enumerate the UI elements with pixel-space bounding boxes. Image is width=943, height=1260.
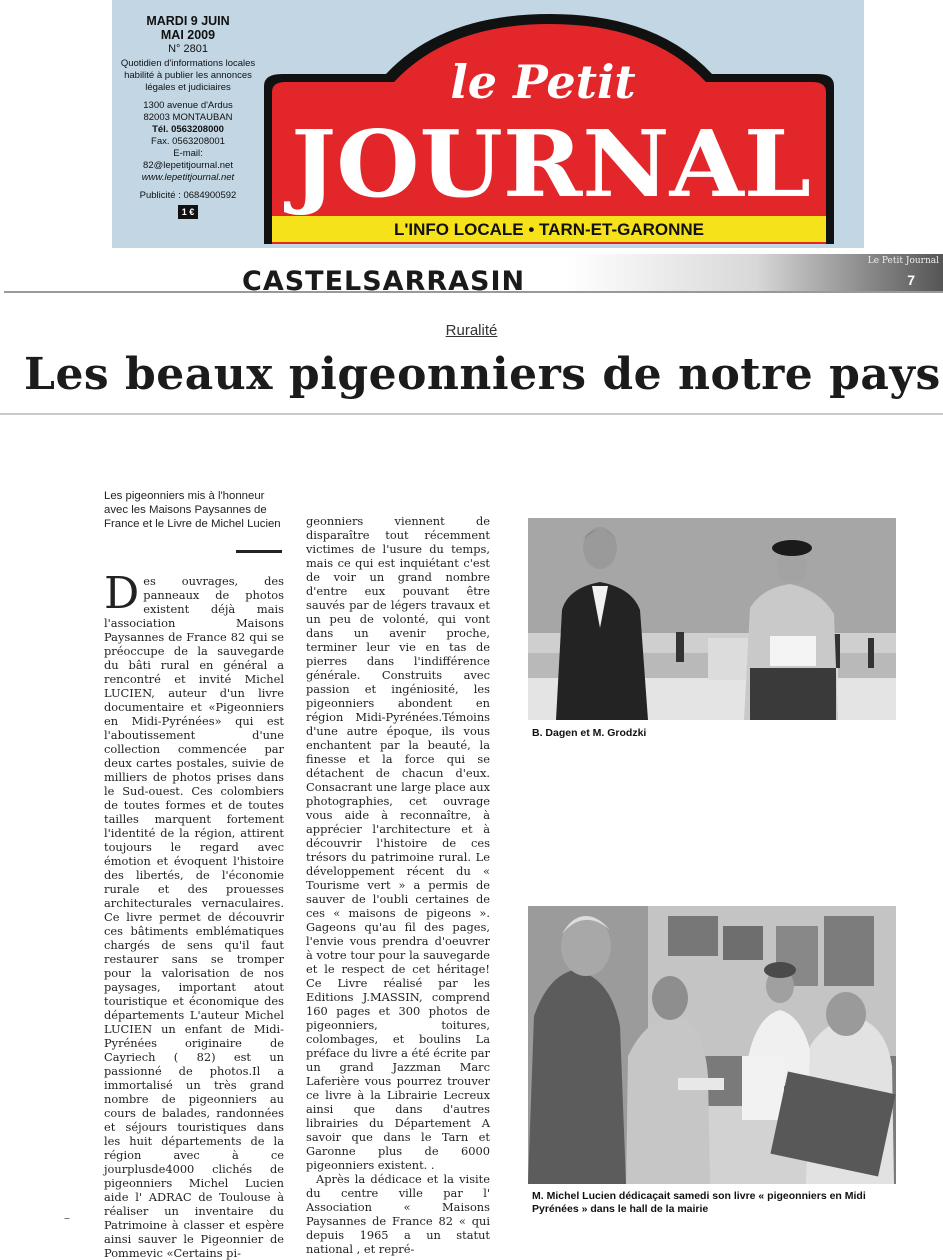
logo-title: JOURNAL [283, 110, 811, 218]
website: www.lepetitjournal.net [141, 172, 235, 183]
headline-divider [0, 413, 943, 415]
article-column-1 [104, 568, 284, 1260]
le-petit-journal-logo [260, 12, 838, 244]
email-label: E-mail: [173, 148, 203, 159]
rubric [0, 322, 943, 339]
photo-caption-2: M. Michel Lucien dédicaçait samedi son livre « pigeonniers en Midi Pyrénées » dans le hall de la mairie [532, 1190, 866, 1215]
address-line-1: 1300 avenue d'Ardus [143, 100, 233, 111]
rubric-label: Ruralité [445, 322, 498, 339]
lede-divider [236, 550, 282, 553]
fax: Fax. 0563208001 [151, 136, 225, 147]
masthead-info [118, 14, 258, 219]
article-lede: Les pigeonniers mis à l'honneur avec les Maisons Paysannes de France et le Livre de Michel Lucien [104, 490, 281, 530]
issue-number: N° 2801 [168, 43, 208, 55]
column-2-paragraph-1: geonniers viennent de disparaître tout récemment victimes de l'usure du temps, mais ce qui est inquiétant c'est de voir un grand nombre d'entre eux pouvant être sauvés par de légers travaux et un peu de volonté, qui vont dans un avenir proche, terminer leur vie en tas de pierres dans l'indifférence générale. Construits avec passion et ingéniosité, les pigeonniers abondent en région Midi-Pyrénées.Témoins d'une autre époque, ils vous enchantent par la beauté, la finesse et la force qui se détachent de chacun d'eux. Consacrant une large place aux photographies, cet ouvrage vous aide à reconnaître, à apprécier l'architecture et à découvrir l'histoire de ces trésors du patrimoine rural. Le développement récent du « Tourisme vert » a permis de sauver de l'oubli certaines de ces « maisons de pigeons ». Gageons qu'au fil des pages, l'envie vous prendra d'oeuvrer à votre tour pour la sauvegarde et le respect de cet héritage! Ce Livre réalisé par les Editions J.MASSIN, comprend 160 pages et 300 photos de pigeonniers, toitures, colombages, et boulins La préface du livre a été écrite par un grand Jazzman Marc Laferière vous pourrez trouver ce livre à la Librairie Lecreux ainsi que dans d'autres librairies du Département A savoir que dans le Tarn et Garonne plus de 6000 pigeonniers existent. . [306, 514, 490, 1172]
email: 82@lepetitjournal.net [143, 160, 233, 171]
page-number: 7 [907, 272, 915, 288]
headline: Les beaux pigeonniers de notre pays [24, 349, 941, 400]
photo-book-signing [528, 906, 896, 1184]
drop-cap: D [104, 568, 140, 619]
paper-name: Le Petit Journal [867, 256, 939, 266]
price-badge: 1 € [178, 205, 199, 219]
date-line-1: MARDI 9 JUIN [146, 14, 230, 28]
masthead [112, 0, 864, 248]
logo-subtitle: le Petit [450, 55, 636, 109]
article-column-2 [306, 514, 490, 1256]
telephone: Tél. 0563208000 [152, 124, 224, 135]
photo-caption-1: B. Dagen et M. Grodzki [532, 727, 647, 739]
publication-description: Quotidien d'informations locales habilité à publier les annonces légales et judiciaires [120, 58, 256, 93]
column-1-text: es ouvrages, des panneaux de photos existent déjà mais l'association Maisons Paysannes de France 82 qui se préoccupe de la sauvegarde du bâti rural en général a rencontré et invité Michel LUCIEN, auteur d'un livre documentaire et «Pigeonniers en Midi-Pyrénées» qui est l'aboutissement d'une collection commencée par deux cartes postales, suivie de milliers de photos prises dans le Sud-ouest. Ces colombiers de toutes formes et de toutes tailles marquent fortement l'identité de la région, attirent toujours le regard avec émotion et évoquent l'histoire des libertés, de l'économie rurale et des prouesses architecturales vernaculaires. Ce livre permet de découvrir ces bâtiments emblématiques chargés de sens qu'il faut restaurer sans se tromper pour la valorisation de nos paysages, important atout touristique et économique des départements L'auteur Michel LUCIEN un enfant de Midi-Pyrénées originaire de Cayriech ( 82) est un passionné de photos.Il a immortalisé un très grand nombre de pigeonniers au cours de balades, randonnées et séjours touristiques dans les huit départements de la région avec à ce jourplusde4000 clichés de pigeonniers Michel Lucien aide l' ADRAC de Toulouse à réaliser un inventaire du Patrimoine à classer et espère ainsi sauver le Pigeonnier de Pommevic «Certains pi- [104, 574, 284, 1260]
logo-tagline: L'INFO LOCALE • TARN-ET-GARONNE [394, 220, 704, 239]
photo-dagen-grodzki [528, 518, 896, 720]
advertising-phone: Publicité : 0684900592 [139, 190, 237, 201]
column-2-paragraph-2: Après la dédicace et la visite du centre ville par l' Association « Maisons Paysannes de France 82 « qui depuis 1965 a un statut national , et repré- [306, 1172, 490, 1256]
address-line-2: 82003 MONTAUBAN [143, 112, 233, 123]
date-line-2: MAI 2009 [160, 28, 216, 42]
margin-mark: – [64, 1211, 70, 1225]
section-title: CASTELSARRASIN [242, 266, 526, 297]
